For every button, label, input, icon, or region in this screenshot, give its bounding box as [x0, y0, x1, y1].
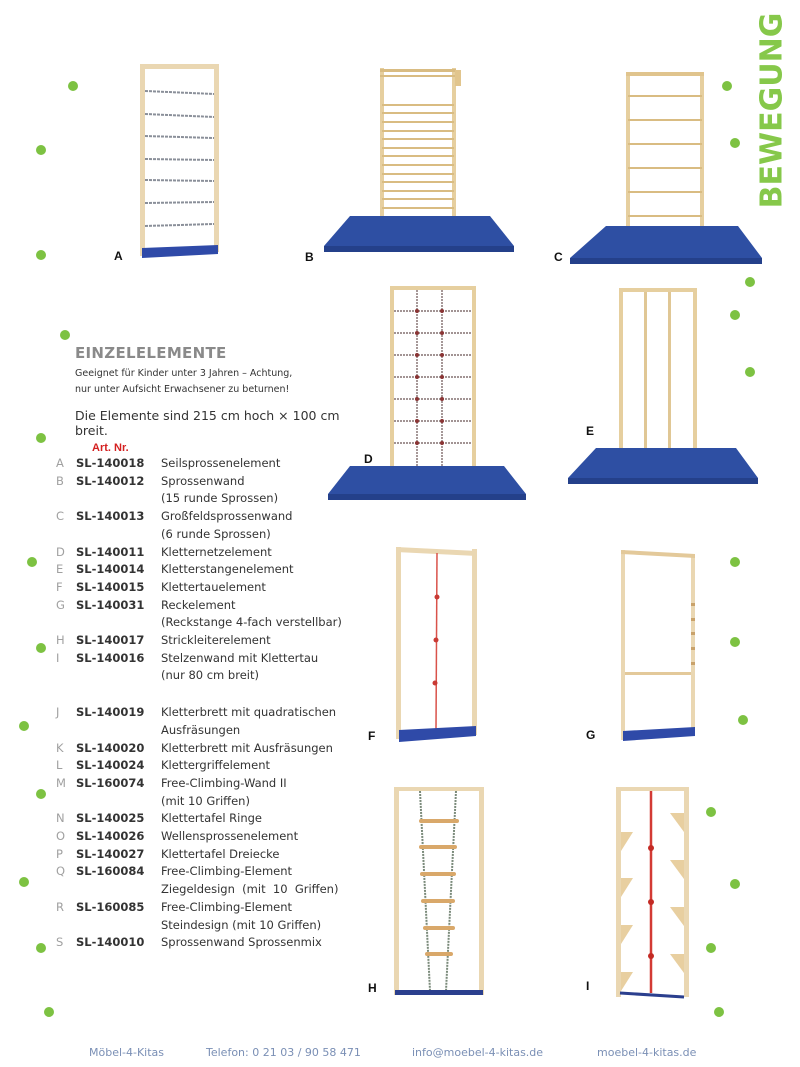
- article-number: SL-140031: [76, 597, 145, 612]
- list-item-continued: [56, 881, 366, 899]
- list-item: [56, 597, 366, 615]
- item-detail: (mit 10 Griffen): [161, 793, 250, 808]
- wall-bars-icon: [318, 66, 538, 266]
- item-letter: R: [56, 899, 64, 914]
- list-item: [56, 757, 366, 775]
- item-letter: D: [56, 544, 65, 559]
- list-spacer: [56, 685, 366, 704]
- item-name: Free-Climbing-Wand II: [161, 775, 287, 790]
- article-number: SL-140012: [76, 473, 145, 488]
- article-number: SL-140025: [76, 811, 145, 826]
- dot-decoration: [36, 943, 46, 953]
- product-image-a: [114, 62, 223, 263]
- list-item-continued: [56, 526, 366, 544]
- dot-decoration: [60, 330, 70, 340]
- list-item-continued: [56, 614, 366, 632]
- rope-ladder-icon: [392, 785, 488, 1000]
- item-name: Seilsprossenelement: [161, 456, 281, 470]
- article-number: SL-140024: [76, 758, 145, 773]
- dot-decoration: [36, 250, 46, 260]
- list-item: [56, 934, 366, 952]
- item-detail: (nur 80 cm breit): [161, 668, 259, 683]
- item-letter: C: [56, 509, 65, 524]
- dot-decoration: [714, 1007, 724, 1017]
- item-name: Strickleiterelement: [161, 633, 271, 648]
- climbing-rope-icon: [394, 545, 484, 745]
- article-number: SL-140015: [76, 579, 145, 594]
- item-letter: N: [56, 811, 65, 826]
- product-label: D: [364, 452, 373, 466]
- article-number: SL-160074: [76, 775, 145, 790]
- list-item-continued: [56, 667, 366, 685]
- product-image-b: [305, 66, 538, 266]
- footer-email[interactable]: info@moebel-4-kitas.de: [412, 1046, 544, 1059]
- item-name: Klettertafel Dreiecke: [161, 846, 280, 861]
- dot-decoration: [706, 943, 716, 953]
- list-item: [56, 508, 366, 526]
- category-title-text: BEWEGUNG: [754, 12, 790, 208]
- article-number: SL-140013: [76, 509, 145, 524]
- dot-decoration: [706, 807, 716, 817]
- item-letter: G: [56, 597, 65, 612]
- product-image-e: [566, 286, 766, 492]
- product-image-f: [368, 545, 484, 745]
- item-letter: P: [56, 846, 63, 861]
- item-letter: S: [56, 935, 64, 950]
- dot-decoration: [36, 433, 46, 443]
- article-number: SL-140014: [76, 562, 145, 577]
- article-number: SL-140027: [76, 846, 145, 861]
- dot-decoration: [730, 557, 740, 567]
- item-letter: M: [56, 775, 66, 790]
- item-letter: F: [56, 579, 63, 594]
- article-number-header: Art. Nr.: [92, 442, 129, 454]
- list-item: [56, 810, 366, 828]
- item-letter: A: [56, 456, 64, 470]
- single-elements-section: [75, 344, 375, 438]
- item-name: Free-Climbing-Element: [161, 864, 293, 879]
- horizontal-bar-icon: [619, 548, 699, 748]
- product-label: A: [114, 249, 123, 263]
- dot-decoration: [36, 643, 46, 653]
- list-item: [56, 473, 366, 491]
- item-detail: (15 runde Sprossen): [161, 491, 279, 506]
- article-number: SL-140017: [76, 633, 145, 648]
- product-image-c: [554, 70, 766, 270]
- section-title: EINZELELEMENTE: [75, 344, 227, 362]
- product-label: E: [586, 424, 595, 438]
- item-letter: Q: [56, 864, 66, 879]
- article-number: SL-140010: [76, 935, 145, 950]
- item-name: Sprossenwand Sprossenmix: [161, 935, 322, 950]
- dot-decoration: [36, 789, 46, 799]
- item-name: Großfeldsprossenwand: [161, 509, 293, 524]
- dot-decoration: [44, 1007, 54, 1017]
- list-item: [56, 544, 366, 562]
- item-name: Klettertauelement: [161, 579, 266, 594]
- footer-company: Möbel-4-Kitas: [89, 1046, 165, 1059]
- item-letter: O: [56, 829, 66, 844]
- product-label: F: [368, 729, 376, 743]
- product-image-g: [586, 548, 699, 748]
- footer-phone: Telefon: 0 21 03 / 90 58 471: [206, 1046, 361, 1059]
- dot-decoration: [738, 715, 748, 725]
- list-item-continued: [56, 490, 366, 508]
- large-field-wall-bars-icon: [566, 70, 766, 270]
- list-item: [56, 828, 366, 846]
- item-detail: Ziegeldesign (mit 10 Griffen): [161, 882, 339, 897]
- dot-decoration: [19, 877, 29, 887]
- article-number: SL-140019: [76, 705, 145, 720]
- item-name: Klettertafel Ringe: [161, 811, 263, 826]
- item-detail: (Reckstange 4-fach verstellbar): [161, 615, 342, 630]
- item-name: Free-Climbing-Element: [161, 899, 293, 914]
- product-image-i: [586, 785, 694, 1005]
- footer-website[interactable]: moebel-4-kitas.de: [597, 1046, 697, 1059]
- item-name: Kletterstangenelement: [161, 562, 294, 577]
- article-number: SL-160084: [76, 864, 145, 879]
- product-label: I: [586, 979, 590, 993]
- dimensions-text: Die Elemente sind 215 cm hoch × 100 cm breit.: [75, 408, 340, 438]
- item-detail: (6 runde Sprossen): [161, 526, 271, 541]
- article-number: SL-140018: [76, 456, 145, 470]
- list-item: [56, 863, 366, 881]
- product-label: G: [586, 728, 596, 742]
- dot-decoration: [27, 557, 37, 567]
- dot-decoration: [730, 637, 740, 647]
- list-item: [56, 455, 366, 473]
- list-item-continued: [56, 917, 366, 935]
- item-name: Sprossenwand: [161, 473, 245, 488]
- article-list: [56, 455, 366, 952]
- dot-decoration: [19, 721, 29, 731]
- list-item: [56, 740, 366, 758]
- item-name: Wellensprossenelement: [161, 829, 299, 844]
- item-letter: K: [56, 740, 64, 755]
- product-label: B: [305, 250, 314, 264]
- item-detail: Steindesign (mit 10 Griffen): [161, 917, 322, 932]
- item-letter: B: [56, 473, 64, 488]
- list-item-continued: [56, 722, 366, 740]
- article-number: SL-140016: [76, 650, 145, 665]
- item-letter: E: [56, 562, 64, 577]
- item-name: Kletterbrett mit quadratischen: [161, 705, 337, 720]
- item-name: Klettergriffelement: [161, 758, 270, 773]
- product-label: H: [368, 981, 377, 995]
- dot-decoration: [730, 879, 740, 889]
- item-name: Kletterbrett mit Ausfräsungen: [161, 740, 333, 755]
- item-name: Reckelement: [161, 597, 236, 612]
- dot-decoration: [68, 81, 78, 91]
- article-number: SL-140011: [76, 544, 145, 559]
- stilt-wall-rope-icon: [614, 785, 694, 1005]
- list-item: [56, 775, 366, 793]
- list-item: [56, 899, 366, 917]
- list-item: [56, 579, 366, 597]
- item-name: Kletternetzelement: [161, 544, 272, 559]
- article-number: SL-160085: [76, 899, 145, 914]
- item-letter: L: [56, 758, 63, 773]
- item-letter: I: [56, 650, 60, 665]
- list-item: [56, 632, 366, 650]
- article-number: SL-140026: [76, 829, 145, 844]
- list-item: [56, 650, 366, 668]
- item-name: Stelzenwand mit Klettertau: [161, 650, 319, 665]
- list-item: [56, 561, 366, 579]
- list-item: [56, 846, 366, 864]
- dot-decoration: [36, 145, 46, 155]
- article-number: SL-140020: [76, 740, 145, 755]
- list-item: [56, 704, 366, 722]
- item-letter: J: [56, 705, 60, 720]
- item-letter: H: [56, 633, 65, 648]
- age-warning: [75, 366, 375, 398]
- product-label: C: [554, 250, 563, 264]
- rope-rung-wall-icon: [138, 62, 223, 262]
- list-item-continued: [56, 793, 366, 811]
- climbing-poles-icon: [566, 286, 766, 492]
- age-warning-line-1: Geeignet für Kinder unter 3 Jahren – Achtung,: [75, 368, 293, 379]
- product-image-h: [368, 785, 488, 1000]
- item-detail: Ausfräsungen: [161, 722, 241, 737]
- age-warning-line-2: nur unter Aufsicht Erwachsener zu beturnen!: [75, 384, 290, 395]
